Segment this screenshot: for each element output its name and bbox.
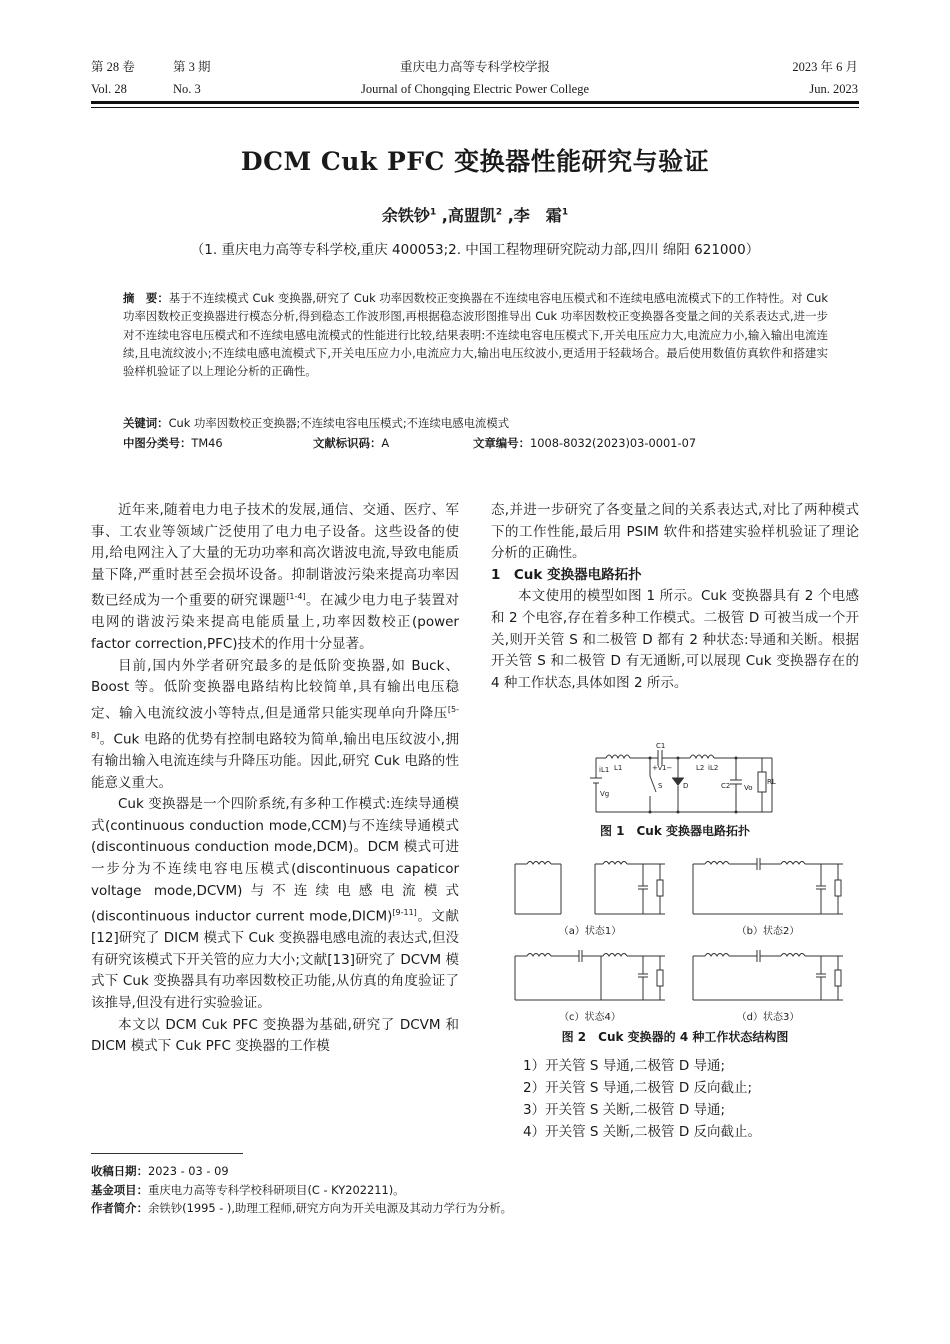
section-heading: 1 Cuk 变换器电路拓扑 [491,566,642,583]
author-3-affil: 1 [561,207,569,218]
article-no-label: 文章编号： [473,436,530,450]
paragraph-text: 。Cuk 电路的优势有控制电路较为简单,输出电压纹波小,拥有输出输入电流连续与升降压功能。因此,研究 Cuk 电路的性能意义重大。 [91,731,459,791]
keywords-label: 关键词： [123,416,169,430]
label-C1: C1 [656,742,666,750]
footnote-fund [91,1181,851,1199]
clc-value: TM46 [191,436,223,450]
figure-2b-caption: （b）状态2） [736,926,800,937]
author-2: 高盟凯 [447,206,496,225]
doc-code-label: 文献标识码： [313,436,382,450]
author-3: 李 霜 [513,206,562,225]
label-D: D [683,782,689,790]
figure-2b-circuit [683,856,853,920]
date-en: Jun. 2023 [809,82,858,96]
author-2-affil: 2 [495,207,503,218]
clc-label: 中图分类号： [123,436,192,450]
citation: [9-11] [392,908,417,918]
affiliation: （1. 重庆电力高等专科学校,重庆 400053;2. 中国工程物理研究院动力部,四川 绵阳 621000） [190,242,760,258]
label-v1: +v1− [652,764,673,772]
figure-2-caption: 图 2 Cuk 变换器的 4 种工作状态结构图 [561,1030,789,1044]
author-1: 余铁钞 [381,206,430,225]
label-L2: L2 [696,764,705,772]
issue-en: No. 3 [173,82,201,96]
paragraph-text: 目前,国内外学者研究最多的是低阶变换器,如 Buck、Boost 等。低阶变换器电路结构比较简单,具有输出电压稳定、输入电流纹波小等特点,但是通常只能实现单向升降压 [91,657,459,722]
label-Vo: Vo [744,784,753,792]
figure-2c-circuit [505,942,675,1006]
body-right-column [491,500,859,694]
journal-en: Journal of Chongqing Electric Power College [360,82,590,96]
label-Vg: Vg [600,790,610,798]
author-sep-1: , [436,206,448,225]
header-right [792,56,858,100]
paragraph: 本文以 DCM Cuk PFC 变换器为基础,研究了 DCVM 和 DICM 模式下 Cuk PFC 变换器的工作模 [91,1016,459,1055]
issue-cn: 第 3 期 [173,60,211,74]
footnote-author [91,1199,851,1217]
paragraph-text: Cuk 变换器是一个四阶系统,有多种工作模式:连续导通模式(continuous conduction mode,CCM)与不连续导通模式(discontinuous conduction mode,DCM)。DCM 模式可进一步分为不连续电容电压模式(discontinuous capaticor voltage mode,DCVM)与不连续电感电流模式(discontinuous inductor current mode,DICM) [91,796,459,925]
list-item: 1）开关管 S 导通,二极管 D 导通; [523,1058,726,1074]
label-C2: C2 [721,782,731,790]
figure-2a-circuit [505,856,675,920]
journal-cn: 重庆电力高等专科学校学报 [399,60,550,74]
footnote-label: 基金项目： [91,1183,148,1197]
citation: [5-8] [91,704,459,740]
footnote-value: 重庆电力高等专科学校科研项目(C - KY202211)。 [147,1183,405,1197]
footnote-label: 收稿日期： [91,1164,148,1178]
figure-1-circuit [586,740,782,820]
footnote-label: 作者简介： [91,1201,148,1215]
footnote-value: 余铁钞(1995 - ),助理工程师,研究方向为开关电源及其动力学行为分析。 [147,1201,512,1215]
article-no-value: 1008-8032(2023)03-0001-07 [529,436,697,450]
list-item: 2）开关管 S 导通,二极管 D 反向截止; [523,1080,753,1096]
paragraph-text: 。在减少电力电子装置对电网的谐波污染来提高电能质量上,功率因数校正(power factor correction,PFC)技术的作用十分显著。 [91,592,460,653]
paragraph [91,794,459,1014]
paper-title: DCM Cuk PFC 变换器性能研究与验证 [240,147,710,176]
state-list [491,1055,859,1143]
list-item: 4）开关管 S 关断,二极管 D 反向截止。 [523,1124,762,1140]
header-rule-thin [91,107,859,108]
label-S: S [658,782,663,790]
figure-2d-caption: （d）状态3） [736,1012,800,1023]
paragraph-text: 。文献[12]研究了 DICM 模式下 Cuk 变换器电感电流的表达式,但没有研究该模式下开关管的应力大小;文献[13]研究了 DCVM 模式下 Cuk 变换器具有功率因数校正功能,从仿真的角度验证了该推导,但没有进行实验验证。 [91,908,459,1012]
volume-en: Vol. 28 [91,82,127,96]
label-iL1: iL1 [599,766,610,774]
footnote-received [91,1162,851,1180]
body-left-column [91,500,459,1058]
footnote-rule [91,1153,243,1154]
paragraph [91,656,459,795]
label-RL: RL [767,778,776,786]
abstract-text: 基于不连续模式 Cuk 变换器,研究了 Cuk 功率因数校正变换器在不连续电容电压模式和不连续电感电流模式下的工作特性。对 Cuk 功率因数校正变换器进行模态分析,得到稳态工作波形图,再根据稳态波形图推导出 Cuk 功率因数校正变换器各变量之间的关系表达式,进一步对不连续电容电压模式和不连续电感电流模式的性能进行比较,结果表明:不连续电容电压模式下,开关电压应力大,电流应力小,输入输出电流连续,且电流纹波小;不连续电感电流模式下,开关电压应力小,电流应力大,输出电压纹波小,更适用于轻载场合。最后使用数值仿真软件和搭建实验样机验证了以上理论分析的正确性。 [123,291,828,379]
label-iL2: iL2 [708,764,719,772]
paragraph [91,500,459,656]
abstract [123,289,828,380]
footnote-value: 2023 - 03 - 09 [147,1164,229,1178]
author-list [0,203,950,226]
volume-cn: 第 28 卷 [91,60,135,74]
date-cn: 2023 年 6 月 [792,60,858,74]
paragraph: 本文使用的模型如图 1 所示。Cuk 变换器具有 2 个电感和 2 个电容,存在着多种工作模式。二极管 D 可被当成一个开关,则开关管 S 和二极管 D 都有 2 种状态:导通和关断。根据开关管 S 和二极管 D 有无通断,可以展现 Cuk 变换器存在的 4 种工作状态,具体如图 2 所示。 [491,588,859,691]
figure-2d-circuit [683,942,853,1006]
author-sep-2: , [502,206,514,225]
figure-2c-caption: （c）状态4） [559,1012,621,1023]
author-1-affil: 1 [429,207,437,218]
paragraph-text: 近年来,随着电力电子技术的发展,通信、交通、医疗、军事、工农业等领域广泛使用了电力电子设备。这些设备的使用,给电网注入了大量的无功功率和高次谐波电流,导致电能质量下降,严重时甚至会损坏设备。抑制谐波污染来提高功率因数已经成为一个重要的研究课题 [91,502,459,609]
citation: [1-4] [286,592,306,602]
keywords [123,414,828,432]
abstract-label: 摘 要： [123,291,169,305]
label-L1: L1 [614,764,623,772]
paragraph: 态,并进一步研究了各变量之间的关系表达式,对比了两种模式下的工作性能,最后用 PSIM 软件和搭建实验样机验证了理论分析的正确性。 [491,502,859,562]
header-rule-thick [91,101,859,104]
doc-code-value: A [381,436,390,450]
keywords-text: Cuk 功率因数校正变换器;不连续电容电压模式;不连续电感电流模式 [168,416,510,430]
figure-1-caption: 图 1 Cuk 变换器电路拓扑 [599,824,751,838]
list-item: 3）开关管 S 关断,二极管 D 导通; [523,1102,726,1118]
figure-2a-caption: （a）状态1） [558,926,622,937]
